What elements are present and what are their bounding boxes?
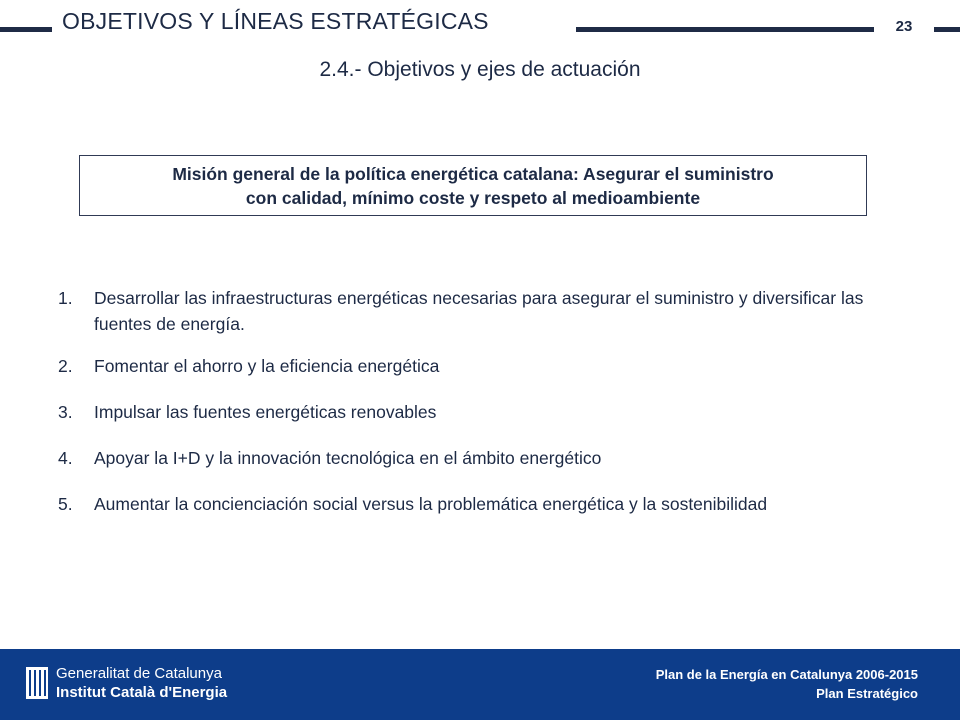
list-item: [58, 491, 894, 517]
list-item: [58, 353, 894, 379]
list-item: [58, 285, 894, 337]
section-title: 2.4.- Objetivos y ejes de actuación: [319, 58, 641, 81]
objective-number: 3.: [58, 402, 73, 422]
org-line-1: Generalitat de Catalunya: [56, 665, 222, 682]
objective-number: 5.: [58, 494, 73, 514]
organization-name: [56, 664, 227, 702]
list-item: [58, 445, 894, 471]
objective-text: Impulsar las fuentes energéticas renovables: [94, 402, 437, 422]
header-title: OBJETIVOS Y LÍNEAS ESTRATÉGICAS: [62, 8, 489, 34]
mission-line-1: Misión general de la política energética catalana: Asegurar el suministro: [172, 163, 774, 184]
objective-number: 4.: [58, 448, 73, 468]
mission-box: [79, 155, 867, 216]
mission-line-2: con calidad, mínimo coste y respeto al medioambiente: [245, 187, 701, 208]
objective-number: 2.: [58, 356, 73, 376]
objective-text: Apoyar la I+D y la innovación tecnológica en el ámbito energético: [94, 448, 602, 468]
list-item: [58, 399, 894, 425]
page-number: 23: [895, 18, 913, 35]
header-rule-right: [934, 27, 960, 32]
objective-number: 1.: [58, 288, 73, 308]
plan-info: [656, 665, 918, 703]
header-rule-middle: [576, 27, 874, 32]
objective-text: Desarrollar las infraestructuras energéticas necesarias para asegurar el suministro y diversificar las fuentes de energía.: [94, 288, 864, 334]
objective-text: Aumentar la concienciación social versus la problemática energética y la sostenibilidad: [94, 494, 768, 514]
objective-text: Fomentar el ahorro y la eficiencia energética: [94, 356, 440, 376]
objectives-list: [58, 285, 894, 537]
plan-subtitle: Plan Estratégico: [816, 686, 918, 701]
plan-title: Plan de la Energía en Catalunya 2006-2015: [655, 667, 918, 682]
org-line-2: Institut Català d'Energia: [56, 684, 228, 701]
generalitat-logo-icon: [26, 667, 48, 699]
footer: [0, 649, 960, 720]
header-rule-left: [0, 27, 52, 32]
